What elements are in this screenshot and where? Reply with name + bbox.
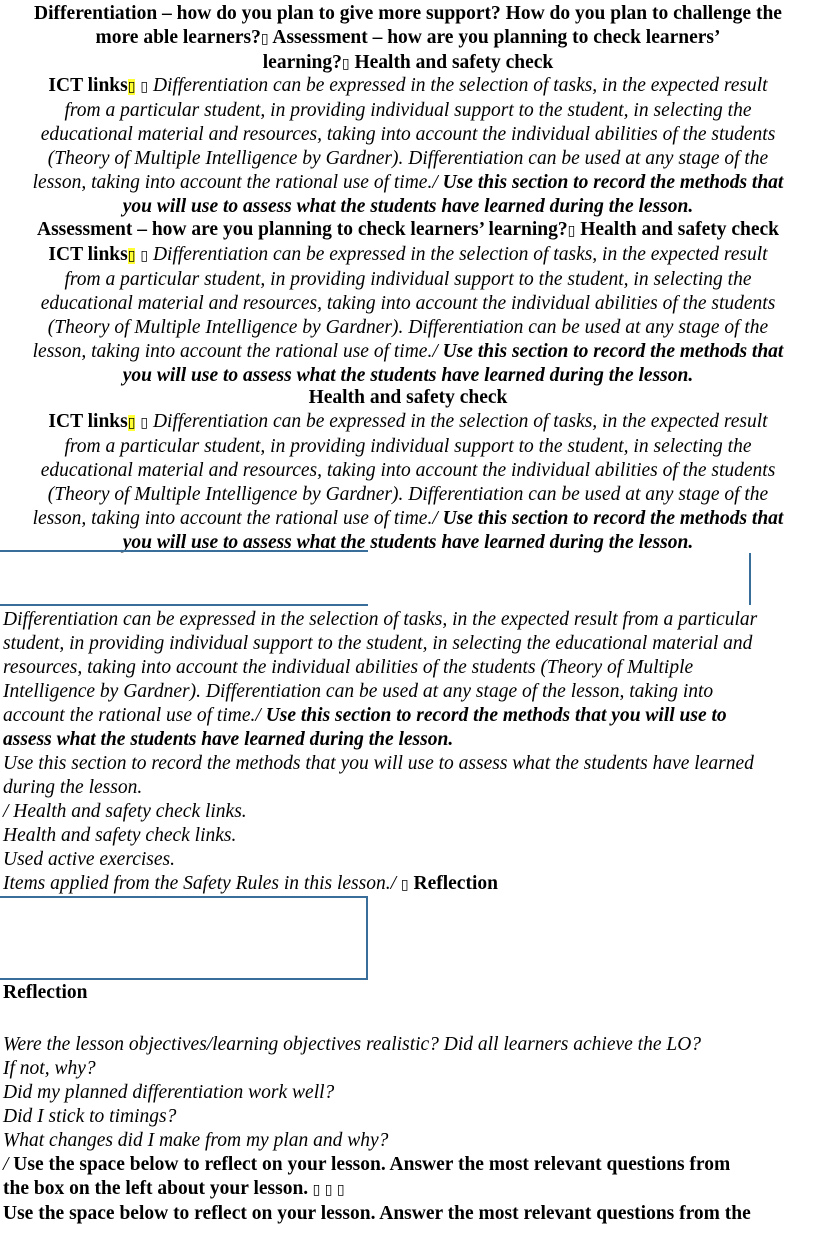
body-line xyxy=(3,752,815,776)
body-line xyxy=(3,1153,815,1177)
missing-glyph-icon: ▯ xyxy=(341,56,350,72)
reflection-box-border xyxy=(0,896,368,980)
slash-glyph-icon: / xyxy=(3,801,9,822)
body-line xyxy=(4,364,812,388)
body-text: lesson, taking into account the rational use of time. xyxy=(32,508,433,529)
body-text: If not, why? xyxy=(3,1058,96,1079)
body-text: Use this section to record the methods that you will use to assess what the students have learned xyxy=(3,753,754,774)
body-line xyxy=(4,171,812,195)
ict-label: ICT links xyxy=(48,244,128,265)
ict-section-1 xyxy=(4,74,812,219)
body-line xyxy=(3,1033,815,1057)
header-text: learning? xyxy=(262,52,342,73)
body-text: Were the lesson objectives/learning objectives realistic? Did all learners achieve the LO? xyxy=(3,1034,702,1055)
body-text: account the rational use of time. xyxy=(3,705,256,726)
slash-glyph-icon: / xyxy=(432,508,438,529)
body-line xyxy=(4,99,812,123)
missing-glyph-icon: ▯ xyxy=(140,248,149,264)
body-text: Did my planned differentiation work well? xyxy=(3,1082,335,1103)
reflection-title xyxy=(3,981,815,1005)
missing-glyph-icon: ▯ xyxy=(127,79,136,95)
slash-glyph-icon: / xyxy=(432,341,438,362)
body-line xyxy=(3,728,815,752)
body-text: student, in providing individual support to the student, in selecting the educational material and xyxy=(3,633,753,654)
body-text-bold: Use this section to record the methods that xyxy=(437,508,784,529)
body-line xyxy=(3,1129,815,1153)
body-line xyxy=(4,483,812,507)
header-line xyxy=(4,51,812,76)
body-text-bold: Use the space below to reflect on your lesson. Answer the most relevant questions from xyxy=(8,1154,731,1175)
body-line xyxy=(4,340,812,364)
body-text-bold: you will use to assess what the students have learned during the lesson. xyxy=(122,196,694,217)
body-line xyxy=(4,123,812,147)
body-text: educational material and resources, taking into account the individual abilities of the students xyxy=(40,460,776,481)
table-border-line xyxy=(749,553,751,605)
body-text: Did I stick to timings? xyxy=(3,1106,177,1127)
table-border-line xyxy=(0,550,368,552)
ict-label: ICT links xyxy=(48,75,128,96)
body-line xyxy=(3,1177,815,1202)
body-text: from a particular student, in providing individual support to the student, in selecting the xyxy=(64,269,752,290)
body-text-bold: Use this section to record the methods that you will use to xyxy=(260,705,727,726)
body-text-bold: Reflection xyxy=(408,873,498,894)
body-text: Intelligence by Gardner). Differentiation can be used at any stage of the lesson, taking into xyxy=(3,681,714,702)
body-text: educational material and resources, taking into account the individual abilities of the students xyxy=(40,124,776,145)
missing-glyph-icon: ▯ xyxy=(127,415,136,431)
body-line xyxy=(4,459,812,483)
missing-glyph-icon: ▯ xyxy=(140,79,149,95)
missing-glyph-icon: ▯ xyxy=(260,31,269,47)
heading-text: Assessment – how are you planning to check learners’ learning? xyxy=(36,219,568,240)
body-text: Health and safety check links. xyxy=(3,825,237,846)
body-line xyxy=(4,195,812,219)
section-heading xyxy=(4,386,812,410)
body-text: What changes did I make from my plan and why? xyxy=(3,1130,389,1151)
body-text-bold: Use this section to record the methods that xyxy=(437,341,784,362)
body-text: educational material and resources, taking into account the individual abilities of the students xyxy=(40,293,776,314)
section-heading xyxy=(4,218,812,243)
body-text-bold: you will use to assess what the students have learned during the lesson. xyxy=(122,365,694,386)
body-line xyxy=(4,292,812,316)
body-text: Differentiation can be expressed in the selection of tasks, in the expected result xyxy=(148,411,768,432)
body-text: (Theory of Multiple Intelligence by Gardner). Differentiation can be used at any stage of the xyxy=(47,484,769,505)
slash-glyph-icon: / xyxy=(255,705,261,726)
lower-text-block xyxy=(3,608,815,897)
header-line xyxy=(4,2,812,26)
ict-line xyxy=(4,74,812,99)
body-text: Differentiation can be expressed in the selection of tasks, in the expected result xyxy=(148,244,768,265)
body-line xyxy=(3,608,815,632)
heading-text: Health and safety check xyxy=(575,219,780,240)
body-line xyxy=(3,776,815,800)
missing-glyph-icon: ▯ xyxy=(140,415,149,431)
body-text: (Theory of Multiple Intelligence by Gardner). Differentiation can be used at any stage of the xyxy=(47,148,769,169)
slash-glyph-icon: / xyxy=(3,1154,9,1175)
body-text: Items applied from the Safety Rules in this lesson. xyxy=(3,873,391,894)
body-text-bold: Use the space below to reflect on your lesson. Answer the most relevant questions from the xyxy=(3,1203,751,1224)
body-line xyxy=(3,1202,815,1226)
heading-text: Health and safety check xyxy=(308,387,508,408)
body-text-bold: the box on the left about your lesson. xyxy=(3,1178,309,1199)
reflection-questions xyxy=(3,1033,815,1226)
body-line xyxy=(4,435,812,459)
body-text-bold: Use this section to record the methods that xyxy=(437,172,784,193)
slash-glyph-icon: / xyxy=(390,873,397,894)
body-line xyxy=(3,656,815,680)
reflection-section xyxy=(3,981,815,1005)
header-text: more able learners? xyxy=(95,27,261,48)
body-text: Differentiation can be expressed in the selection of tasks, in the expected result xyxy=(148,75,768,96)
body-text-bold: assess what the students have learned during the lesson. xyxy=(3,729,454,750)
ict-section-3 xyxy=(4,386,812,555)
body-text: Differentiation can be expressed in the selection of tasks, in the expected result from a particular xyxy=(3,609,758,630)
body-text: resources, taking into account the individual abilities of the students (Theory of Multiple xyxy=(3,657,694,678)
header-line xyxy=(4,26,812,51)
body-text-bold: you will use to assess what the students have learned during the lesson. xyxy=(122,532,694,553)
body-line xyxy=(3,824,815,848)
body-line xyxy=(4,147,812,171)
body-text: from a particular student, in providing individual support to the student, in selecting the xyxy=(64,436,752,457)
body-line xyxy=(3,632,815,656)
body-line xyxy=(4,316,812,340)
header-block xyxy=(4,2,812,76)
body-text: lesson, taking into account the rational use of time. xyxy=(32,172,433,193)
body-line xyxy=(3,704,815,728)
body-line xyxy=(4,268,812,292)
missing-glyph-icon: ▯ xyxy=(567,223,576,239)
body-text: (Theory of Multiple Intelligence by Gardner). Differentiation can be used at any stage of the xyxy=(47,317,769,338)
body-text: during the lesson. xyxy=(3,777,143,798)
ict-section-2 xyxy=(4,218,812,388)
body-text: lesson, taking into account the rational use of time. xyxy=(32,341,433,362)
missing-glyph-icon: ▯ xyxy=(400,877,409,893)
body-text: Used active exercises. xyxy=(3,849,175,870)
body-text: Health and safety check links. xyxy=(8,801,247,822)
ict-line xyxy=(4,243,812,268)
body-line xyxy=(3,848,815,872)
body-line xyxy=(3,1105,815,1129)
body-line xyxy=(3,800,815,824)
header-text: Differentiation – how do you plan to give more support? How do you plan to challenge the xyxy=(34,3,782,24)
ict-label: ICT links xyxy=(48,411,128,432)
missing-glyph-icon: ▯ xyxy=(127,248,136,264)
heading-text: Reflection xyxy=(3,982,88,1003)
body-line xyxy=(3,1057,815,1081)
header-text: Assessment – how are you planning to check learners’ xyxy=(268,27,721,48)
body-line xyxy=(3,1081,815,1105)
header-text: Health and safety check xyxy=(349,52,554,73)
table-border-line xyxy=(0,604,368,606)
ict-line xyxy=(4,410,812,435)
body-text: from a particular student, in providing individual support to the student, in selecting the xyxy=(64,100,752,121)
body-line xyxy=(3,680,815,704)
body-line xyxy=(3,872,815,897)
body-line xyxy=(4,507,812,531)
slash-glyph-icon: / xyxy=(432,172,438,193)
missing-glyph-icon: ▯ ▯ ▯ xyxy=(308,1182,345,1198)
